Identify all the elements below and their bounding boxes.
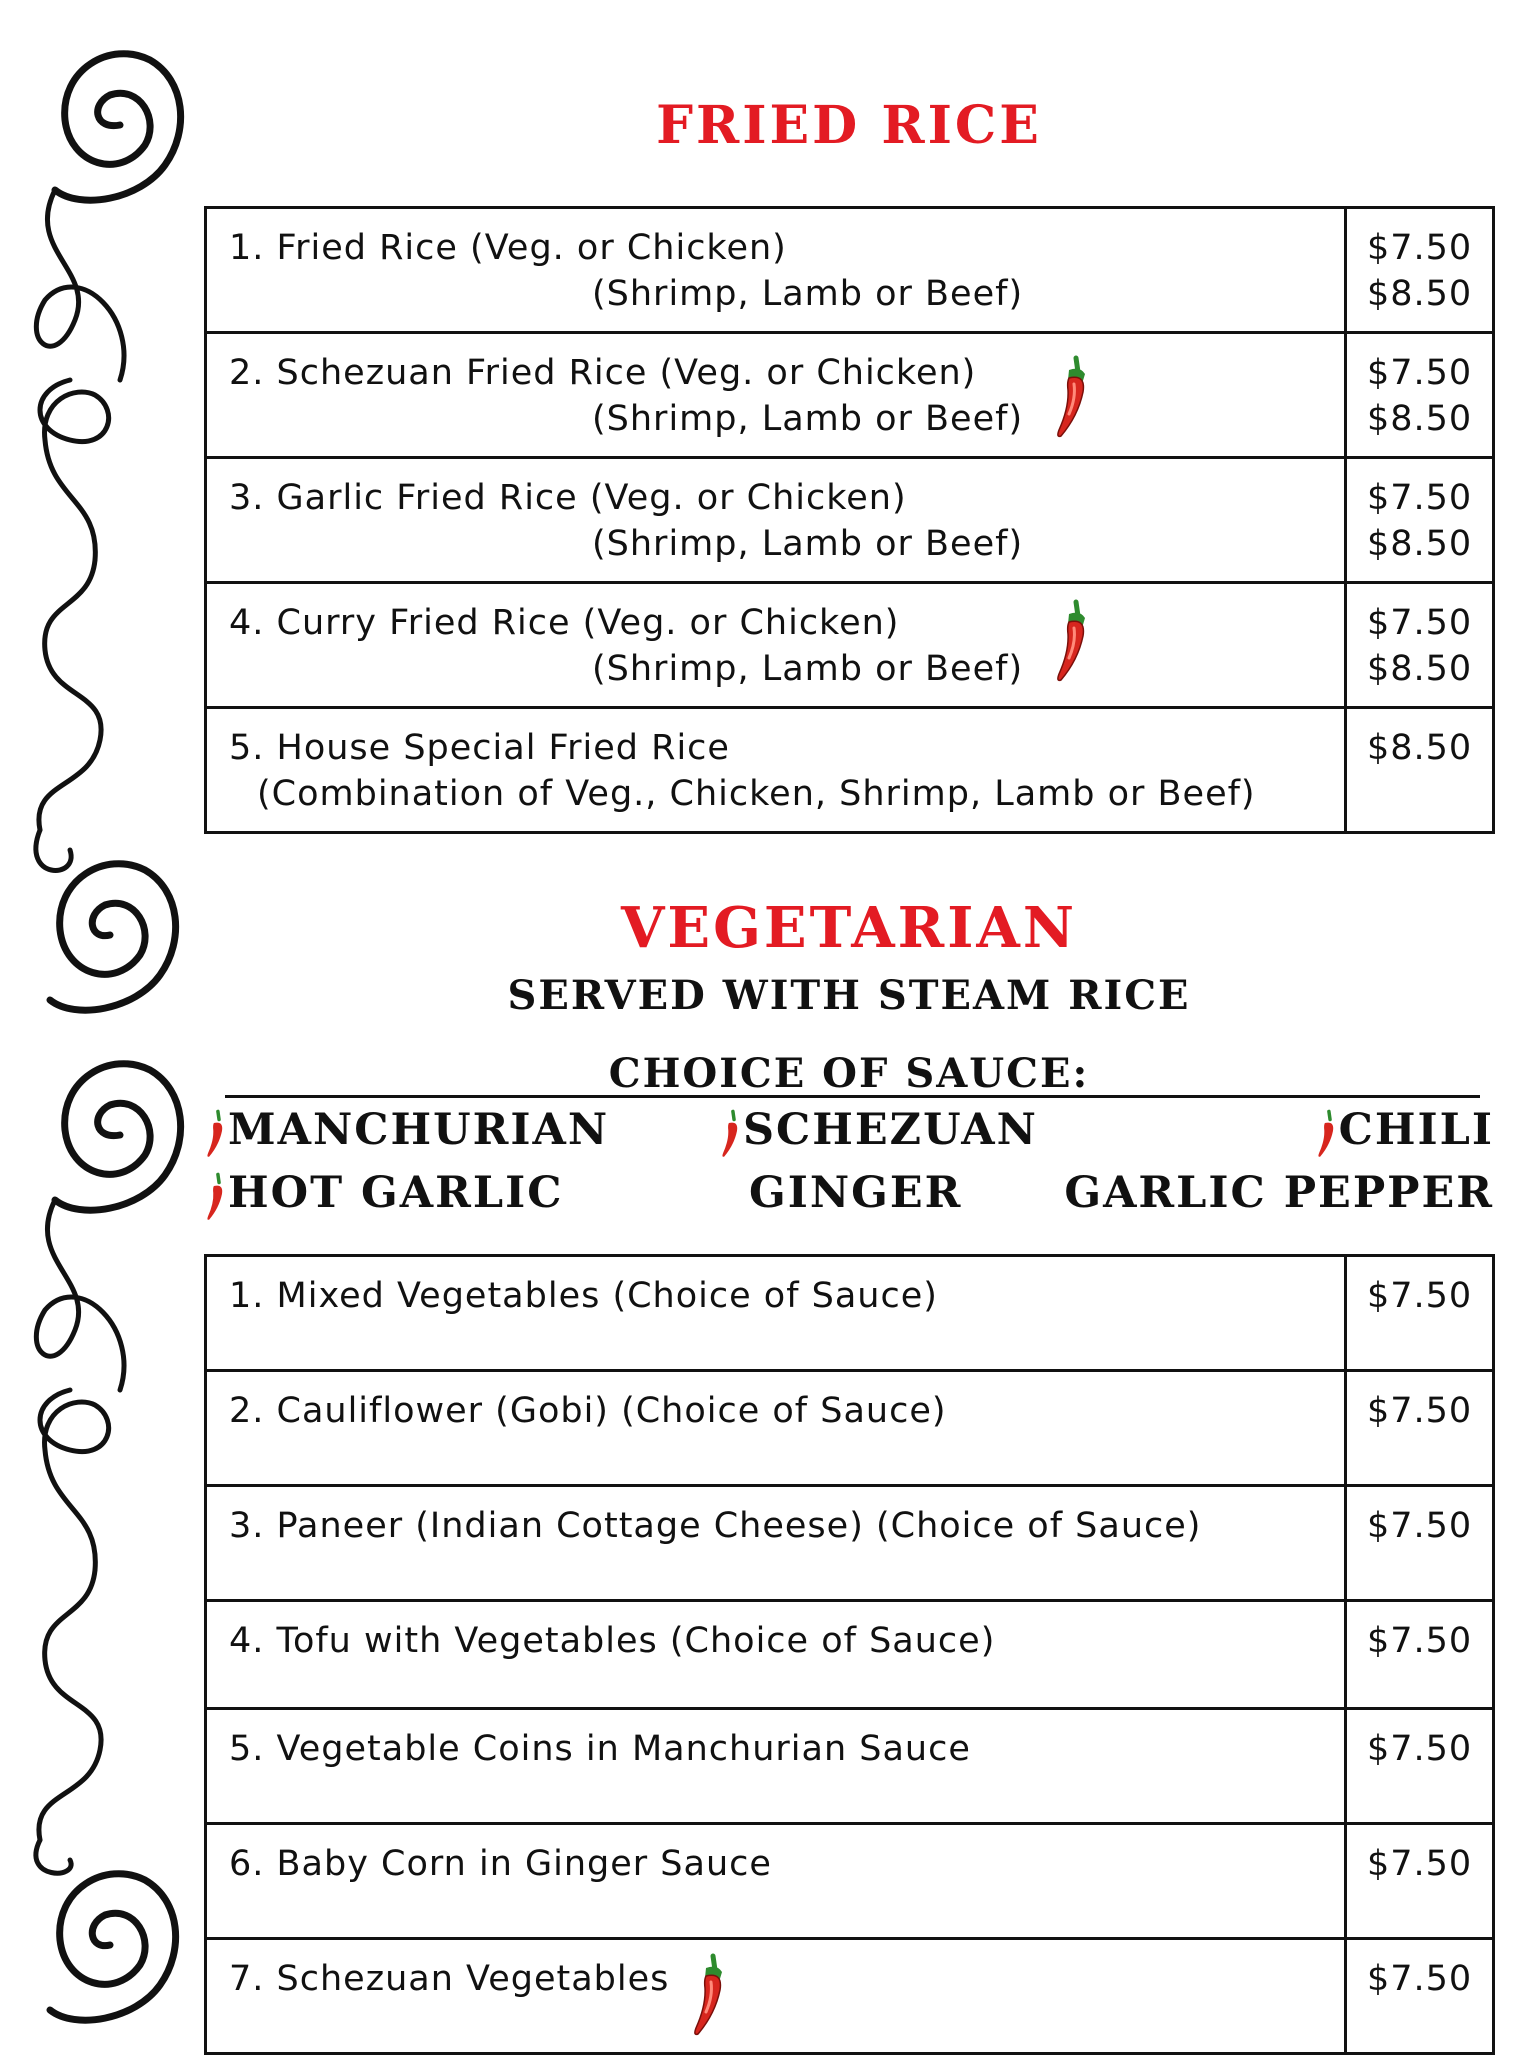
price-cell: [1346, 333, 1494, 458]
price: $7.50: [1367, 1276, 1473, 1316]
menu-row: [206, 458, 1494, 583]
chili-pepper-icon: [1315, 1109, 1337, 1159]
price: $7.50: [1367, 1621, 1473, 1661]
price-cell: [1346, 208, 1494, 333]
item-name: 6. Baby Corn in Ginger Sauce: [229, 1844, 772, 1884]
item-name: 2. Cauliflower (Gobi) (Choice of Sauce): [229, 1391, 947, 1431]
item-cell: [206, 1939, 1346, 2054]
sauce-name: SCHEZUAN: [743, 1105, 1038, 1155]
item-name: 7. Schezuan Vegetables: [229, 1959, 670, 1999]
item-variant: (Shrimp, Lamb or Beef): [592, 649, 1024, 689]
menu-row: [206, 1939, 1494, 2054]
menu-row: [206, 583, 1494, 708]
sauce-option: [749, 1168, 962, 1218]
item-cell: [206, 333, 1346, 458]
spiral-ornament-middle: [36, 830, 176, 1010]
price: $7.50: [1367, 478, 1473, 518]
menu-row: [206, 708, 1494, 833]
menu-row: [206, 333, 1494, 458]
scroll-flourish-border: [0, 0, 200, 2048]
item-name: 5. Vegetable Coins in Manchurian Sauce: [229, 1729, 971, 1769]
item-name: 1. Fried Rice (Veg. or Chicken): [229, 228, 787, 268]
menu-row: [206, 1486, 1494, 1601]
sauce-option: [719, 1105, 1038, 1155]
chili-pepper-icon: [1052, 598, 1090, 684]
menu-row: [206, 208, 1494, 333]
price-cell: [1346, 458, 1494, 583]
chili-pepper-icon: [204, 1172, 226, 1222]
item-cell: [206, 708, 1346, 833]
sauce-option: [1315, 1105, 1494, 1155]
sauce-divider: [225, 1095, 1480, 1098]
sauce-name: MANCHURIAN: [228, 1105, 610, 1155]
item-name: 2. Schezuan Fried Rice (Veg. or Chicken): [229, 353, 977, 393]
sauce-option: [204, 1168, 563, 1218]
item-variant: (Shrimp, Lamb or Beef): [592, 399, 1024, 439]
menu-row: [206, 1256, 1494, 1371]
chili-pepper-icon: [719, 1109, 741, 1159]
item-name: 3. Paneer (Indian Cottage Cheese) (Choice of Sauce): [229, 1506, 1202, 1546]
item-variant: (Shrimp, Lamb or Beef): [592, 274, 1024, 314]
price: $7.50: [1367, 1506, 1473, 1546]
price: $7.50: [1367, 1391, 1473, 1431]
sauce-name: CHILI: [1338, 1105, 1494, 1155]
spiral-ornament-lower: [36, 1064, 180, 1840]
sauce-name: HOT GARLIC: [228, 1168, 564, 1218]
price: $7.50: [1367, 1959, 1473, 1999]
chili-pepper-icon: [204, 1109, 226, 1159]
price-cell: [1346, 1939, 1494, 2054]
sauce-name: GARLIC PEPPER: [1064, 1168, 1494, 1218]
item-cell: [206, 1256, 1346, 1371]
vegetarian-table: [204, 1254, 1495, 2055]
price: $8.50: [1367, 399, 1473, 439]
item-name: 1. Mixed Vegetables (Choice of Sauce): [229, 1276, 938, 1316]
price: $8.50: [1367, 524, 1473, 564]
vegetarian-title: VEGETARIAN: [620, 895, 1078, 961]
menu-row: [206, 1371, 1494, 1486]
price: $8.50: [1367, 649, 1473, 689]
chili-pepper-icon: [1052, 354, 1090, 440]
item-variant: (Combination of Veg., Chicken, Shrimp, Lamb or Beef): [257, 774, 1256, 814]
spiral-ornament-bottom: [36, 1840, 176, 2020]
menu-row: [206, 1824, 1494, 1939]
fried-rice-table: [204, 206, 1495, 834]
item-name: 4. Tofu with Vegetables (Choice of Sauce): [229, 1621, 996, 1661]
served-with-subtitle: SERVED WITH STEAM RICE: [507, 972, 1191, 1019]
price-cell: [1346, 1824, 1494, 1939]
price: $7.50: [1367, 353, 1473, 393]
price: $7.50: [1367, 1844, 1473, 1884]
price-cell: [1346, 1601, 1494, 1709]
sauce-option: [1064, 1168, 1494, 1218]
price-cell: [1346, 708, 1494, 833]
item-cell: [206, 1709, 1346, 1824]
sauce-options-row-2: [204, 1168, 1494, 1224]
price: $7.50: [1367, 228, 1473, 268]
item-cell: [206, 1486, 1346, 1601]
price-cell: [1346, 1709, 1494, 1824]
price-cell: [1346, 1256, 1494, 1371]
price-cell: [1346, 1486, 1494, 1601]
price: $7.50: [1367, 603, 1473, 643]
item-name: 5. House Special Fried Rice: [229, 728, 730, 768]
item-cell: [206, 1601, 1346, 1709]
spiral-ornament-top: [36, 54, 180, 830]
price: $8.50: [1367, 274, 1473, 314]
fried-rice-title: FRIED RICE: [656, 95, 1042, 156]
item-cell: [206, 208, 1346, 333]
item-name: 3. Garlic Fried Rice (Veg. or Chicken): [229, 478, 907, 518]
item-cell: [206, 1371, 1346, 1486]
item-cell: [206, 458, 1346, 583]
item-variant: (Shrimp, Lamb or Beef): [592, 524, 1024, 564]
sauce-name: GINGER: [749, 1168, 963, 1218]
sauce-options-row-1: [204, 1105, 1494, 1161]
sauce-heading: CHOICE OF SAUCE:: [608, 1050, 1090, 1097]
price: $8.50: [1367, 728, 1473, 768]
price-cell: [1346, 1371, 1494, 1486]
sauce-option: [204, 1105, 609, 1155]
chili-pepper-icon: [689, 1952, 727, 2038]
item-name: 4. Curry Fried Rice (Veg. or Chicken): [229, 603, 900, 643]
price: $7.50: [1367, 1729, 1473, 1769]
price-cell: [1346, 583, 1494, 708]
menu-row: [206, 1601, 1494, 1709]
item-cell: [206, 1824, 1346, 1939]
item-cell: [206, 583, 1346, 708]
menu-row: [206, 1709, 1494, 1824]
